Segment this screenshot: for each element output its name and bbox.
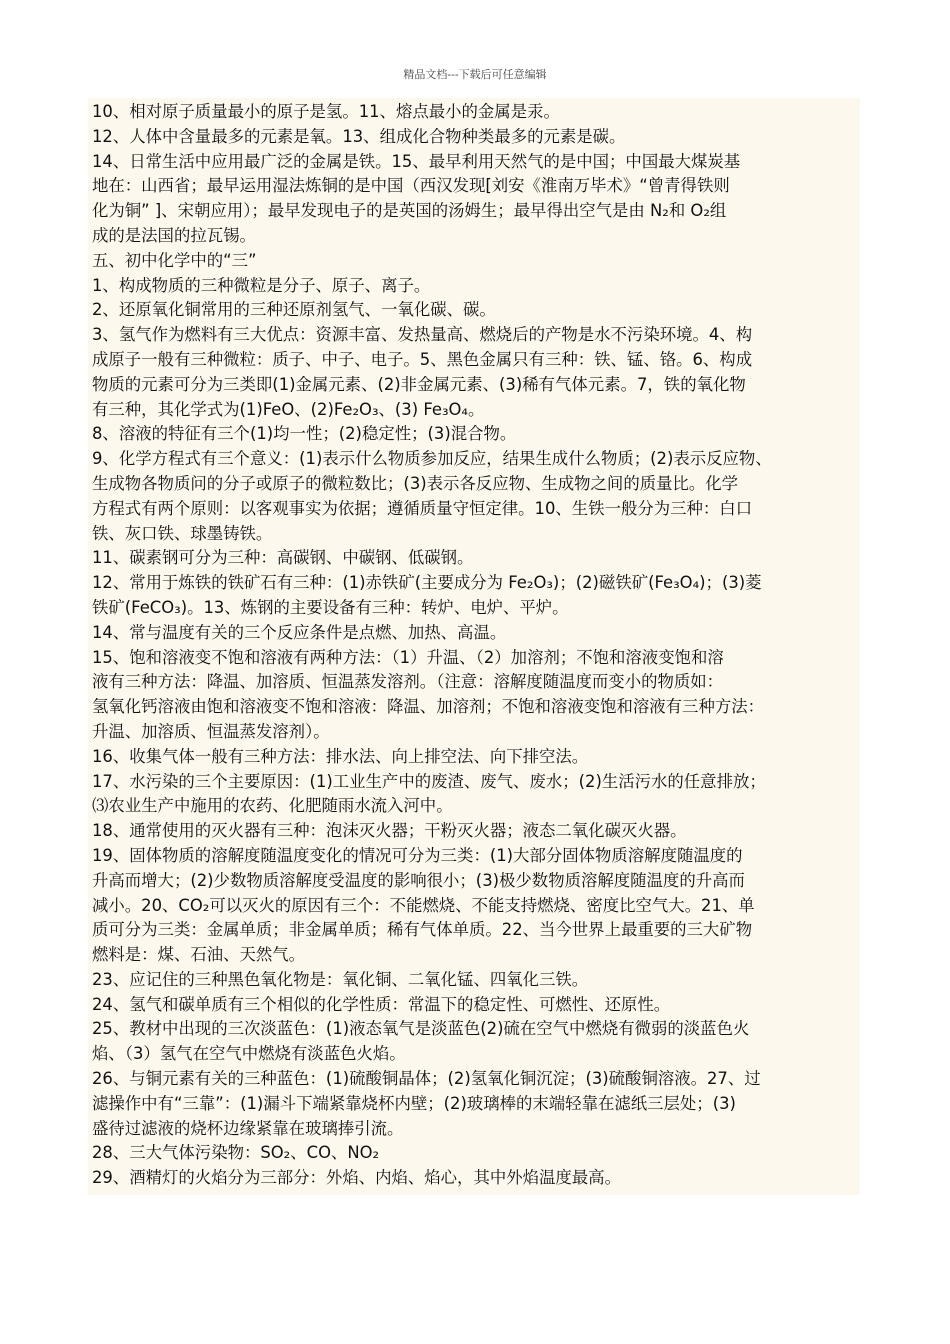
text-line: 升高而增大；(2)少数物质溶解度受温度的影响很小；(3)极少数物质溶解度随温度的升高而 <box>92 870 745 890</box>
text-line: 24、氢气和碳单质有三个相似的化学性质：常温下的稳定性、可燃性、还原性。 <box>92 994 671 1014</box>
text-line: 14、常与温度有关的三个反应条件是点燃、加热、高温。 <box>92 622 507 642</box>
text-line: 五、初中化学中的“三” <box>92 250 257 270</box>
text-line: 9、化学方程式有三个意义：(1)表示什么物质参加反应，结果生成什么物质；(2)表示反应物、 <box>92 449 772 469</box>
text-line: 10、相对原子质量最小的原子是氢。11、熔点最小的金属是汞。 <box>92 102 560 121</box>
text-line: 28、三大气体污染物：SO₂、CO、NO₂ <box>92 1143 380 1163</box>
text-line: 14、日常生活中应用最广泛的金属是铁。15、最早利用天然气的是中国；中国最大煤炭基 <box>92 151 741 171</box>
text-line: 成原子一般有三种微粒：质子、中子、电子。5、黑色金属只有三种：铁、锰、铬。6、构成 <box>92 349 753 369</box>
document-body <box>88 98 860 1195</box>
text-line: 生成物各物质问的分子或原子的微粒数比；(3)表示各反应物、生成物之间的质量比。化学 <box>92 473 739 493</box>
text-line: 化为铜” ]、宋朝应用）；最早发现电子的是英国的汤姆生；最早得出空气是由 N₂和 O₂组 <box>92 201 727 221</box>
text-line: 焰、（3）氢气在空气中燃烧有淡蓝色火焰。 <box>92 1044 406 1064</box>
text-line: 2、还原氧化铜常用的三种还原剂氢气、一氧化碳、碳。 <box>92 300 496 320</box>
text-line: 减小。20、CO₂可以灭火的原因有三个：不能燃烧、不能支持燃烧、密度比空气大。21、单 <box>92 895 755 915</box>
text-line: 升温、加溶质、恒温蒸发溶剂）。 <box>92 721 330 741</box>
text-line: 3、氢气作为燃料有三大优点：资源丰富、发热量高、燃烧后的产物是水不污染环境。4、构 <box>92 325 753 345</box>
text-line: 地在：山西省；最早运用湿法炼铜的是中国（西汉发现[刘安《淮南万毕术》“曾青得铁则 <box>92 176 730 196</box>
text-line: 25、教材中出现的三次淡蓝色：(1)液态氧气是淡蓝色(2)硫在空气中燃烧有微弱的淡蓝色火 <box>92 1019 750 1039</box>
text-line: 17、水污染的三个主要原因：(1)工业生产中的废渣、废气、废水；(2)生活污水的任意排放； <box>92 771 766 791</box>
text-line: 质可分为三类：金属单质；非金属单质；稀有气体单质。22、当今世界上最重要的三大矿物 <box>92 920 753 940</box>
text-line: 26、与铜元素有关的三种蓝色：(1)硫酸铜晶体；(2)氢氧化铜沉淀；(3)硫酸铜溶液。27、过 <box>92 1069 761 1089</box>
text-line: 12、常用于炼铁的铁矿石有三种：(1)赤铁矿(主要成分为 Fe₂O₃)；(2)磁铁矿(Fe₃O₄)；(3)菱 <box>92 573 762 593</box>
text-line: ⑶农业生产中施用的农药、化肥随雨水流入河中。 <box>92 796 453 816</box>
text-line: 19、固体物质的溶解度随温度变化的情况可分为三类：(1)大部分固体物质溶解度随温度的 <box>92 845 743 865</box>
text-line: 成的是法国的拉瓦锡。 <box>92 225 256 245</box>
text-line: 1、构成物质的三种微粒是分子、原子、离子。 <box>92 275 431 295</box>
text-line: 8、溶液的特征有三个(1)均一性；(2)稳定性；(3)混合物。 <box>92 424 517 444</box>
text-line: 方程式有两个原则：以客观事实为依据；遵循质量守恒定律。10、生铁一般分为三种：白口 <box>92 498 753 518</box>
text-line: 16、收集气体一般有三种方法：排水法、向上排空法、向下排空法。 <box>92 746 589 766</box>
text-line: 12、人体中含量最多的元素是氧。13、组成化合物种类最多的元素是碳。 <box>92 126 626 146</box>
text-line: 铁、灰口铁、球墨铸铁。 <box>92 523 273 543</box>
text-line: 有三种，其化学式为(1)FeO、(2)Fe₂O₃、(3) Fe₃O₄。 <box>92 399 485 419</box>
text-line: 氢氧化钙溶液由饱和溶液变不饱和溶液：降温、加溶剂；不饱和溶液变饱和溶液有三种方法： <box>92 697 765 717</box>
text-line: 滤操作中有“三靠”：(1)漏斗下端紧靠烧杯内壁；(2)玻璃棒的末端轻靠在滤纸三层处；(3) <box>92 1093 736 1113</box>
text-line: 盛待过滤液的烧杯边缘紧靠在玻璃捧引流。 <box>92 1118 404 1138</box>
text-line: 18、通常使用的灭火器有三种：泡沫灭火器；干粉灭火器；液态二氧化碳灭火器。 <box>92 821 687 841</box>
text-line: 铁矿(FeCO₃)。13、炼钢的主要设备有三种：转炉、电炉、平炉。 <box>92 597 569 617</box>
page-header: 精品文档---下载后可任意编辑 <box>403 68 547 81</box>
text-line: 液有三种方法：降温、加溶质、恒温蒸发溶剂。（注意：溶解度随温度而变小的物质如： <box>92 672 724 692</box>
text-line: 燃料是：煤、石油、天然气。 <box>92 945 306 965</box>
text-line: 23、应记住的三种黑色氧化物是：氧化铜、二氧化锰、四氧化三铁。 <box>92 969 589 989</box>
text-line: 11、碳素钢可分为三种：高碳钢、中碳钢、低碳钢。 <box>92 548 474 568</box>
text-line: 15、饱和溶液变不饱和溶液有两种方法：（1）升温、（2）加溶剂；不饱和溶液变饱和溶 <box>92 647 724 667</box>
text-line: 物质的元素可分为三类即(1)金属元素、(2)非金属元素、(3)稀有气体元素。7，铁的氧化物 <box>92 374 746 394</box>
text-line: 29、酒精灯的火焰分为三部分：外焰、内焰、焰心，其中外焰温度最高。 <box>92 1168 621 1188</box>
